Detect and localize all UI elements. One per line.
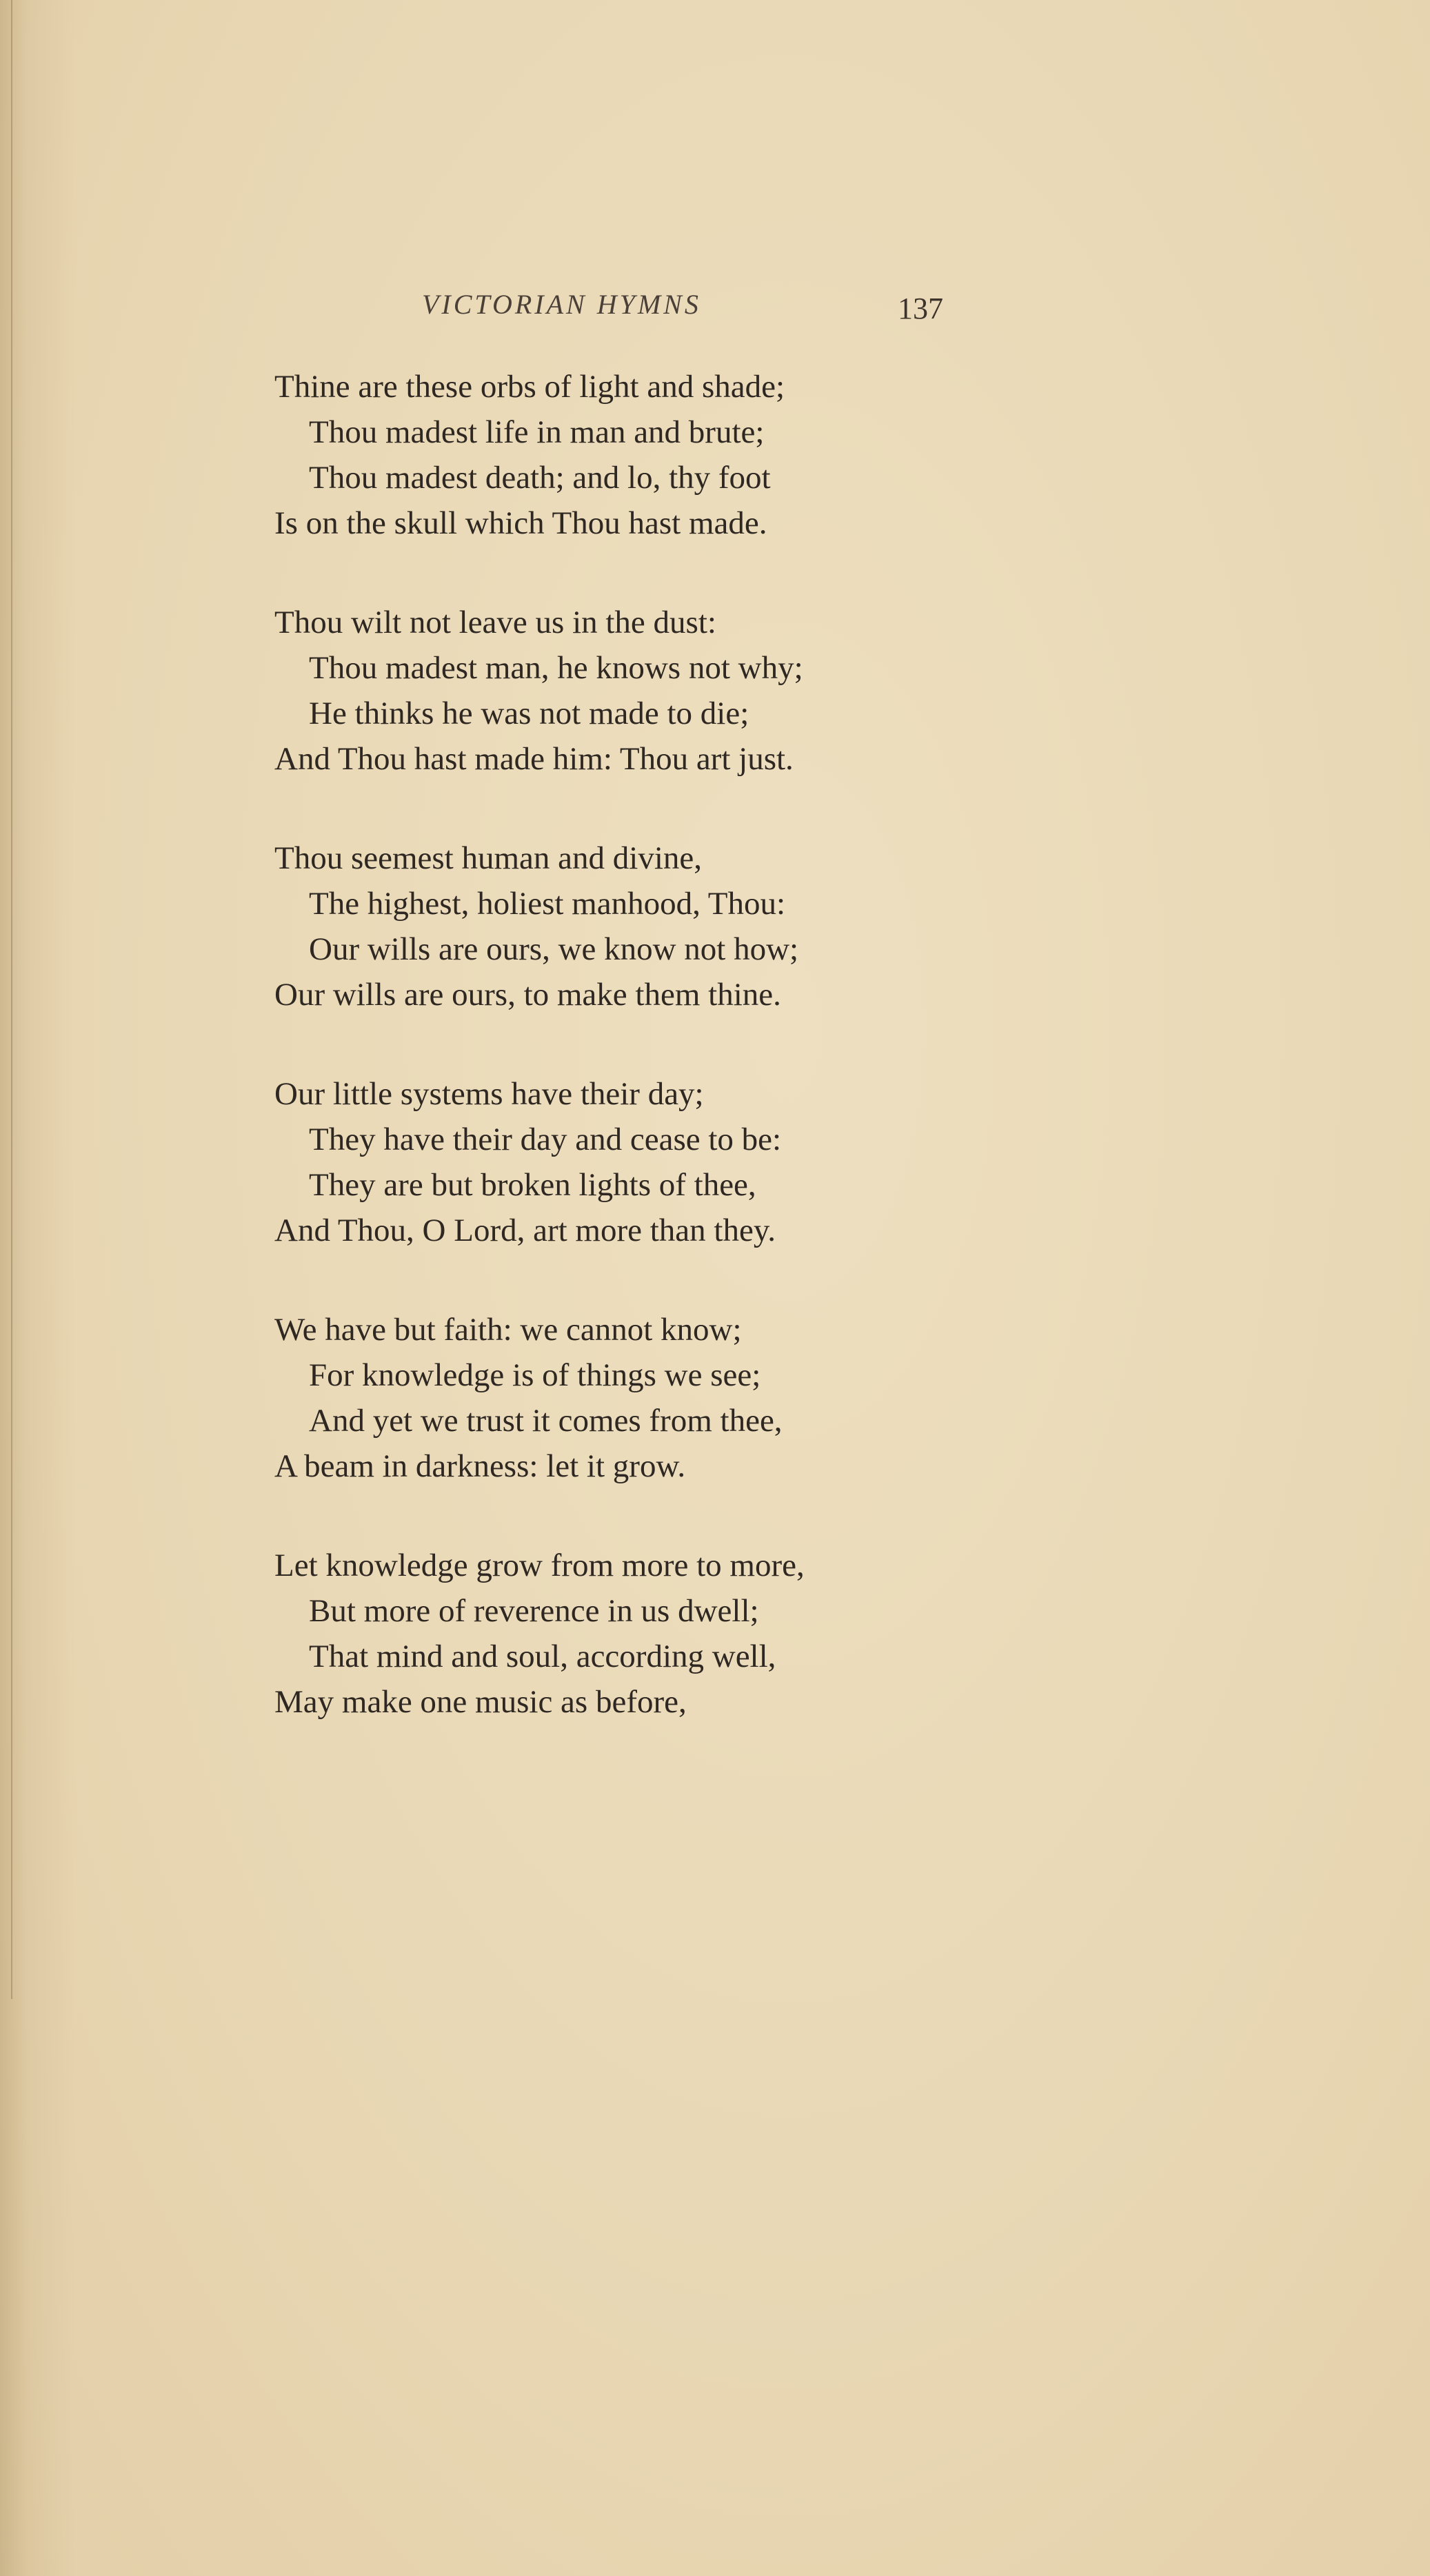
poem-line: May make one music as before, <box>274 1684 687 1720</box>
page-number: 137 <box>898 292 943 325</box>
stanza <box>274 600 1067 782</box>
poem-line: And yet we trust it comes from thee, <box>309 1403 783 1439</box>
running-title: VICTORIAN HYMNS <box>422 289 701 320</box>
poem <box>274 364 1067 1778</box>
poem-line: Our little systems have their day; <box>274 1076 704 1112</box>
poem-line: Is on the skull which Thou hast made. <box>274 505 767 541</box>
poem-line: And Thou, O Lord, art more than they. <box>274 1213 776 1248</box>
poem-line: We have but faith: we cannot know; <box>274 1312 742 1348</box>
poem-line: That mind and soul, according well, <box>309 1639 776 1674</box>
poem-line: The highest, holiest manhood, Thou: <box>309 886 786 922</box>
stanza <box>274 364 1067 546</box>
poem-line: They are but broken lights of thee, <box>309 1167 756 1203</box>
poem-line: Our wills are ours, we know not how; <box>309 931 799 967</box>
stanza <box>274 835 1067 1017</box>
stanza <box>274 1307 1067 1489</box>
poem-line: Thou seemest human and divine, <box>274 840 702 876</box>
poem-line: A beam in darkness: let it grow. <box>274 1448 686 1484</box>
poem-line: Thou madest death; and lo, thy foot <box>309 460 771 496</box>
stanza <box>274 1543 1067 1725</box>
poem-line: Thou madest man, he knows not why; <box>309 650 803 686</box>
poem-line: Thou wilt not leave us in the dust: <box>274 605 716 640</box>
poem-line: He thinks he was not made to die; <box>309 696 749 731</box>
poem-line: Our wills are ours, to make them thine. <box>274 977 781 1013</box>
stanza <box>274 1071 1067 1253</box>
poem-line: And Thou hast made him: Thou art just. <box>274 741 794 777</box>
poem-line: But more of reverence in us dwell; <box>309 1593 759 1629</box>
poem-line: Thine are these orbs of light and shade; <box>274 369 785 405</box>
poem-line: For knowledge is of things we see; <box>309 1357 761 1393</box>
poem-line: Let knowledge grow from more to more, <box>274 1548 805 1583</box>
poem-line: Thou madest life in man and brute; <box>309 414 765 450</box>
poem-line: They have their day and cease to be: <box>309 1122 782 1157</box>
running-head <box>0 288 1430 329</box>
